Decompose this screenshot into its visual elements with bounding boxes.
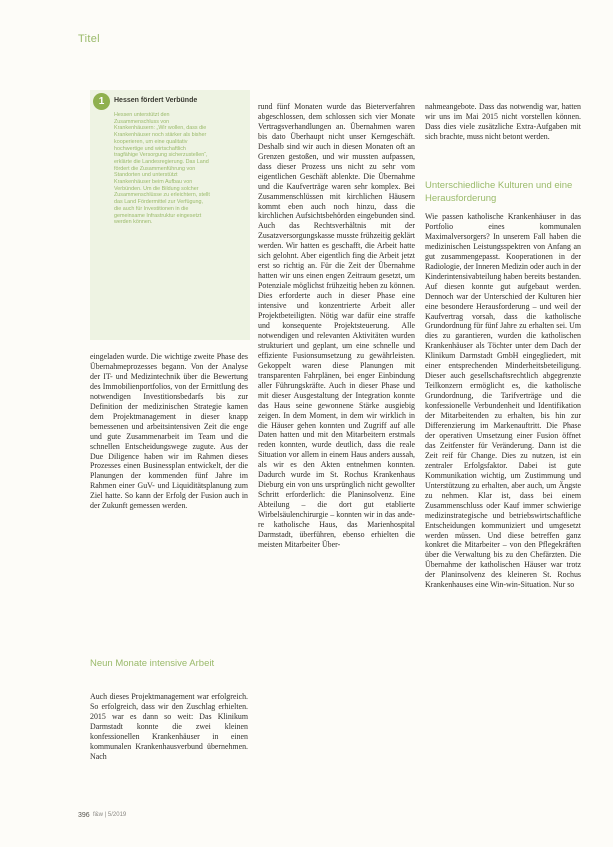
magazine-name: f&w | 5/2019 xyxy=(93,812,127,818)
info-box-number-badge: 1 xyxy=(93,93,110,110)
column-1-text: eingeladen wurde. Die wichtige zweite Phase des Übernahmeprozesses begann. Von der Analyse der IT- und Medizintechnik über die Bewertung des Immobilienportfolios, von der Ermittlung des notwendigen Investitionsbedarfs bis zur Definition der medizinischen Strategie kamen dem Projektmanagement in dieser knapp bemessenen und arbeitsintensiven Zeit die enge und gute Zusammenarbeit im Team und die schnellen Entscheidungswege zugute. Aus der Due Diligence haben wir im Rahmen dieses Prozesses einen Businessplan entwickelt, der die Planungen der kommenden fünf Jahre im Rahmen einer GuV- und Liquiditätsplanung zum Ziel hatte. So kann der Erfolg der Fusion auch in der Zukunft gemessen werden. xyxy=(90,352,248,511)
section-label: Titel xyxy=(78,33,100,45)
column-3-text-top: nahmeangebote. Dass das notwendig war, hatten wir uns im Mai 2015 nicht vorstellen können. Dass dies viele zusätzliche Extra-Aufgaben mit sich brachte, muss nicht betont werden. xyxy=(425,102,581,141)
column-3-text: Wie passen katholische Krankenhäuser in das Portfolio eines kommunalen Maximalversorgers? In unserem Fall haben die medizinischen Leistungsspektren von Anfang an gut zusammengepasst. Kooperationen in der Radiologie, der Inneren Medizin oder auch in der Kinderintensivabteilung haben bereits bestanden. Auf diesen konnte gut aufgebaut werden. Dennoch war der Unterschied der Kulturen hier eine besondere Herausforderung – und weil der Kaufvertrag vorsah, dass die katholische Grundordnung für fünf Jahre zu erhalten sei. Um dies zu garantieren, wurden die katholischen Krankenhäuser als Töchter unter dem Dach der Klinikum Darmstadt GmbH eingegliedert, mit einer entsprechenden Minderheitsbeteiligung. Dieser auch gesellschaftsrechtlich abgegrenzte Teilkonzern ermöglicht es, die katholische Grundordnung, die Tarifverträge und die konfessionelle Verbundenheit und Identifikation der Mitarbeitenden zu erhalten, bis hin zur Differenzierung im Markenauftritt. Die Phase der operativen Umsetzung einer Fusion öffnet das Zeitfenster für Veränderung. Dann ist die Zeit reif für Change. Dies zu nutzen, ist ein zentraler Erfolgsfaktor. Dabei ist gute Kommunikation wichtig, um Zustimmung und Unterstützung zu erhalten, aber auch, um Ängste zu nehmen. Klar ist, dass bei einem Zusammenschluss oder Kauf immer schwierige medizinstrategische und betriebswirtschaftliche Entscheidungen kommuniziert und umgesetzt werden müssen. Und diese betreffen ganz konkret die Mitarbeiter – von den Pflegekräften über die Verwaltung bis zu den Chefärzten. Die Übernahme der katholischen Häuser war trotz der Planinsolvenz des kleineren St. Rochus Krankenhauses eine Win-win-Situation. Nur so xyxy=(425,212,582,590)
column-2-text: rund fünf Monaten wurde das Bieterverfahren abgeschlossen, dem schlossen sich vier Monate Vertragsverhandlungen an. Übernahmen waren bis dato Überhaupt nicht unser Kerngeschäft. Deshalb sind wir auch in diesen Monaten oft an Grenzen gestoßen, und wir mussten aufpassen, dass dieser Prozess uns nicht zu sehr vom eigentlichen Geschäft ablenkte. Die Übernahme und die Kaufverträge waren sehr komplex. Bei Zusammenschlüssen mit kirchlichen Häusern kommt eben auch noch hinzu, dass die kirchlichen Aufsichtsbehörden eingebunden sind. Auch das Rechtsverhältnis mit der Zusatzversorgungskasse musste frühzeitig geklärt werden. Wir hatten es geschafft, die Arbeit hatte sich gelohnt. Aber eigentlich fing die Arbeit jetzt erst so richtig an. Für die Zeit der Übernahme hatten wir uns einen engen Zeitraum gesetzt, um Potenziale möglichst frühzeitig heben zu können. Dies erforderte auch in dieser Phase eine intensive und konzentrierte Arbeit aller Projektbeteiligten. Nötig war dafür eine straffe und konsequente Projektsteuerung. Alle notwendigen und relevanten Aktivitäten wurden strukturiert und geplant, um eine schnelle und effiziente Fusionsumsetzung zu gewährleisten. Gekoppelt waren diese Planungen mit transparenten Fahrplänen, bei enger Einbindung aller Führungskräfte. Auch in dieser Phase und mit dieser Ausgestaltung der Integration konnte das Haus seine gewonnene Stärke ausgiebig zeigen. In dem Moment, in dem wir wirklich in die Häuser gehen konnten und Zugriff auf alle Daten hatten und mit den Mitarbeitern erstmals reden konnten, wurde deutlich, dass die reale Situation vor allem in einem Haus anders aussah, als wir es den Akten entnehmen konnten. Dadurch wurde im St. Rochus Krankenhaus Dieburg ein von uns ursprünglich nicht gewollter Schritt erforderlich: die Planinsolvenz. Eine Abteilung – die dort gut etablierte Wirbelsäulenchirurgie – konnten wir in das ande-re katholische Haus, das Marienhospital Darmstadt, überführen, ebenso erhielten die meisten Mitarbeiter Über- xyxy=(258,102,415,549)
subheading-unterschiedliche-kulturen: Unterschiedliche Kulturen und eine Herausforderung xyxy=(425,180,573,204)
column-1-text-continued: Auch dieses Projektmanagement war erfolgreich. So erfolgreich, dass wir den Zuschlag erhielten. 2015 war es dann so weit: Das Klinikum Darmstadt konnte die zwei kleinen konfessionellen Krankenhäuser in einen kommunalen Krankenhausverbund übernehmen. Nach xyxy=(90,692,248,761)
page-number: 396 xyxy=(78,812,90,819)
info-box-text: Hessen unterstützt den Zusammenschluss von Krankenhäusern: „Wir wollen, dass die Krankenhäuser noch stärker als bisher kooperieren, um eine qualitativ hochwertige und wirtschaftlich tragfähige Versorgung sicherzustellen“, erklärte die Landesregierung. Das Land fördert die Zusammenführung von Standorten und unterstützt Krankenhäuser beim Aufbau von Verbünden. Um die Bildung solcher Zusammenschlüsse zu erleichtern, stellt das Land Fördermittel zur Verfügung, die auch für Investitionen in die gemeinsame Infrastruktur eingesetzt werden können. xyxy=(114,112,210,226)
info-box-title: Hessen fördert Verbünde xyxy=(114,97,198,104)
subheading-neun-monate: Neun Monate intensive Arbeit xyxy=(90,658,215,669)
